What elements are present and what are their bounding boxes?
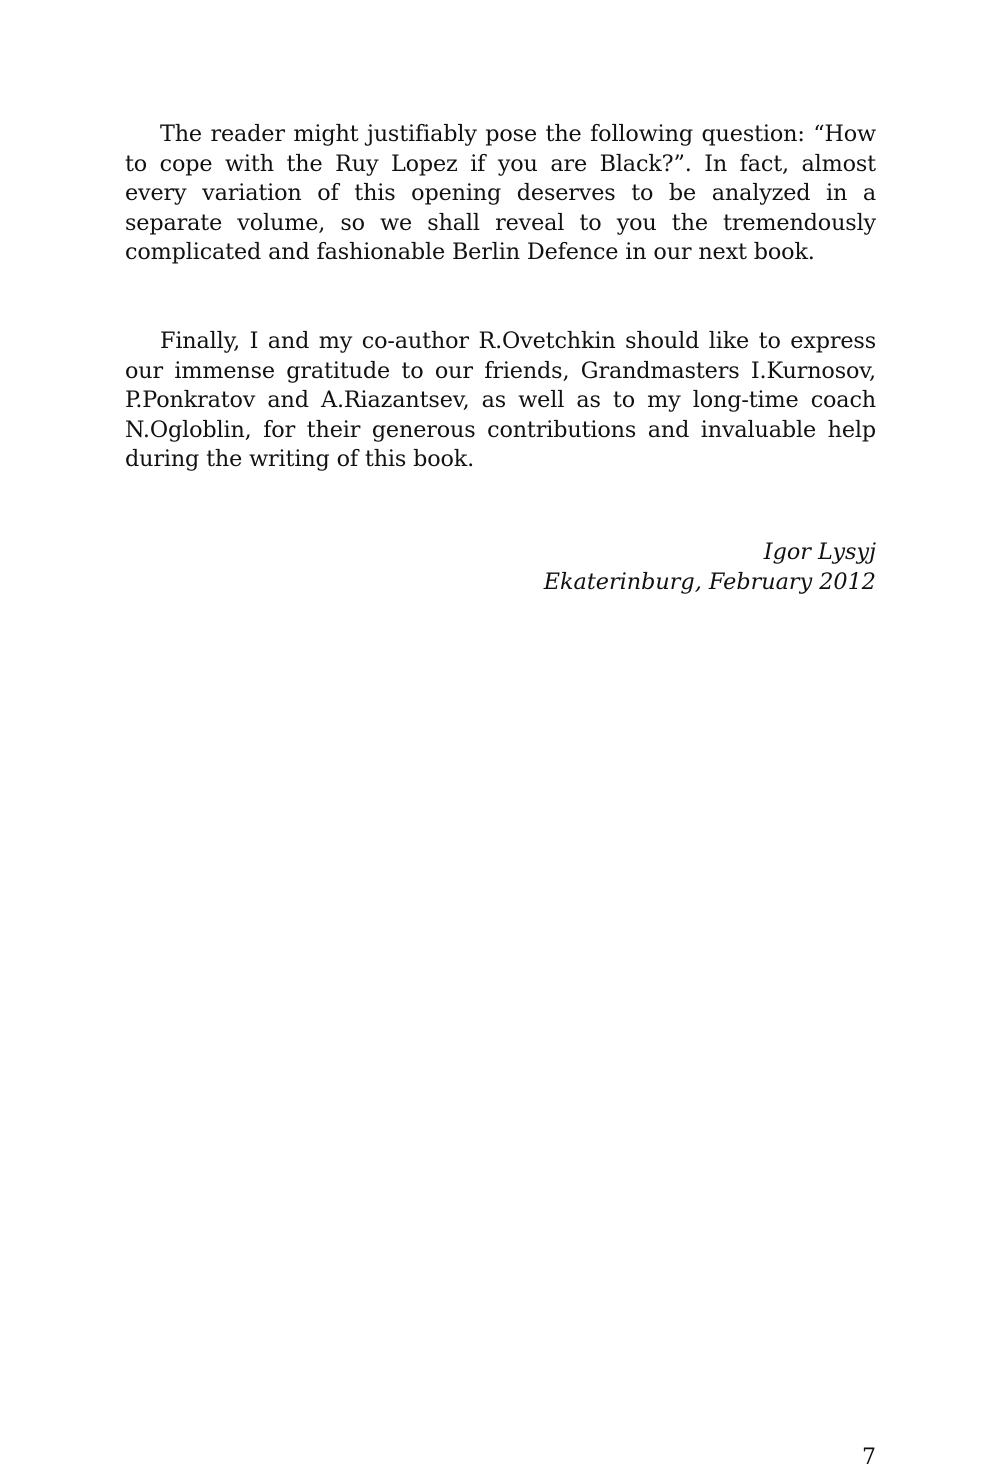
signature-block [125,537,876,597]
page-number: 7 [862,1445,876,1470]
page-body [125,120,876,597]
signature-place-date: Ekaterinburg, February 2012 [543,568,876,595]
paragraph-ruy-lopez: The reader might justifiably pose the following question: “How to cope with the Ruy Lopez if you are Black?”. In fact, almost every variation of this opening deserves to be analyzed in a separate volume, so we shall reveal to you the tremendously complicated and fashionable Berlin Defence in our next book. [125,121,876,266]
paragraph-acknowledgements: Finally, I and my co-author R.Ovetchkin should like to express our immense gratitude to our friends, Grandmasters I.Kurnosov, P.Ponkratov and A.Riazantsev, as well as to my long-time coach N.Ogloblin, for their generous contributions and invaluable help during the writing of this book. [125,327,876,473]
signature-author: Igor Lysyj [763,538,876,565]
